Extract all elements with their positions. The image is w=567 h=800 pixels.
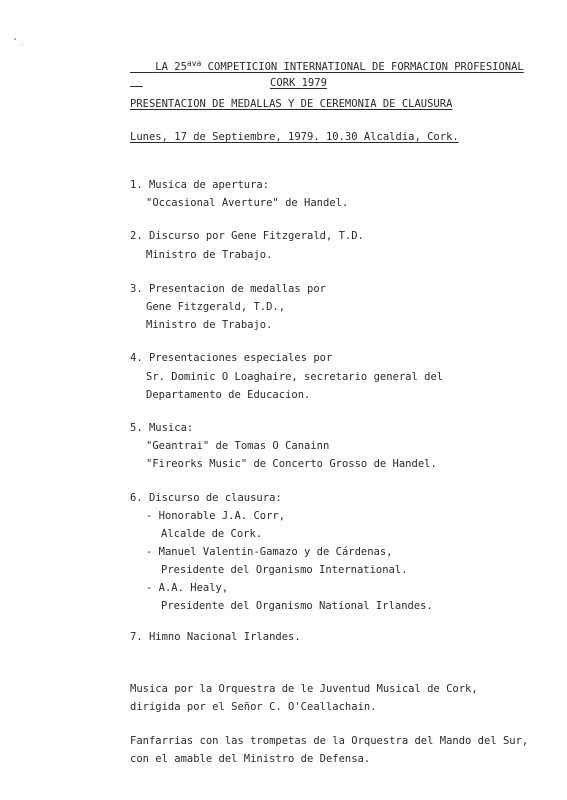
speaker-2-name: - Manuel Valentin-Gamazo y de Cárdenas, [146,546,393,558]
program-item-5-detail-1: "Geantrai" de Tomas O Canainn [146,440,330,452]
date-location-line: Lunes, 17 de Septiembre, 1979. 10.30 Alcaldia, Cork. [130,131,459,143]
program-item-4-detail-2: Departamento de Educacion. [146,389,311,401]
program-item-5-title: 5. Musica: [130,422,194,434]
speaker-1-role: Alcalde de Cork. [161,528,263,540]
speaker-3-name: - A.A. Healy, [146,582,229,594]
program-item-4-title: 4. Presentaciones especiales por [130,352,333,364]
speaker-3-role: Presidente del Organismo National Irlandes. [161,600,433,612]
speaker-2-role: Presidente del Organismo International. [161,564,408,576]
event-title-prefix: LA 25 [155,61,187,73]
paper-speck [14,38,16,40]
footer-music-line-1: Musica por la Orquestra de le Juventud Musical de Cork, [130,683,478,695]
program-item-1-detail: "Occasional Averture" de Handel. [146,197,349,209]
ceremony-subtitle: PRESENTACION DE MEDALLAS Y DE CEREMONIA DE CLAUSURA [130,98,453,110]
program-item-5-detail-2: "Fireorks Music" de Concerto Grosso de Handel. [146,458,437,470]
footer-fanfare-line-2: con el amable del Ministro de Defensa. [130,753,371,765]
program-item-3-title: 3. Presentacion de medallas por [130,283,326,295]
program-item-6-title: 6. Discurso de clausura: [130,492,282,504]
speaker-1-name: - Honorable J.A. Corr, [146,510,286,522]
program-item-2-detail: Ministro de Trabajo. [146,249,273,261]
program-item-3-detail-1: Gene Fitzgerald, T.D., [146,301,286,313]
city-year: CORK 1979 [270,77,327,89]
program-item-4-detail-1: Sr. Dominic O Loaghaire, secretario general del [146,371,444,383]
program-item-3-detail-2: Ministro de Trabajo. [146,319,273,331]
footer-music-line-2: dirigida por el Señor C. O'Ceallachain. [130,701,377,713]
footer-fanfare-line-1: Fanfarrias con las trompetas de la Orquestra del Mando del Sur, [130,735,529,747]
program-item-7-title: 7. Himno Nacional Irlandes. [130,631,301,643]
program-item-2-title: 2. Discurso por Gene Fitzgerald, T.D. [130,230,364,242]
paper-speck [22,44,23,45]
event-title-ordinal: ava [186,59,202,68]
event-title-rest: COMPETICION INTERNATIONAL DE FORMACION PROFESIONAL [201,61,524,73]
program-item-1-title: 1. Musica de apertura: [130,179,270,191]
